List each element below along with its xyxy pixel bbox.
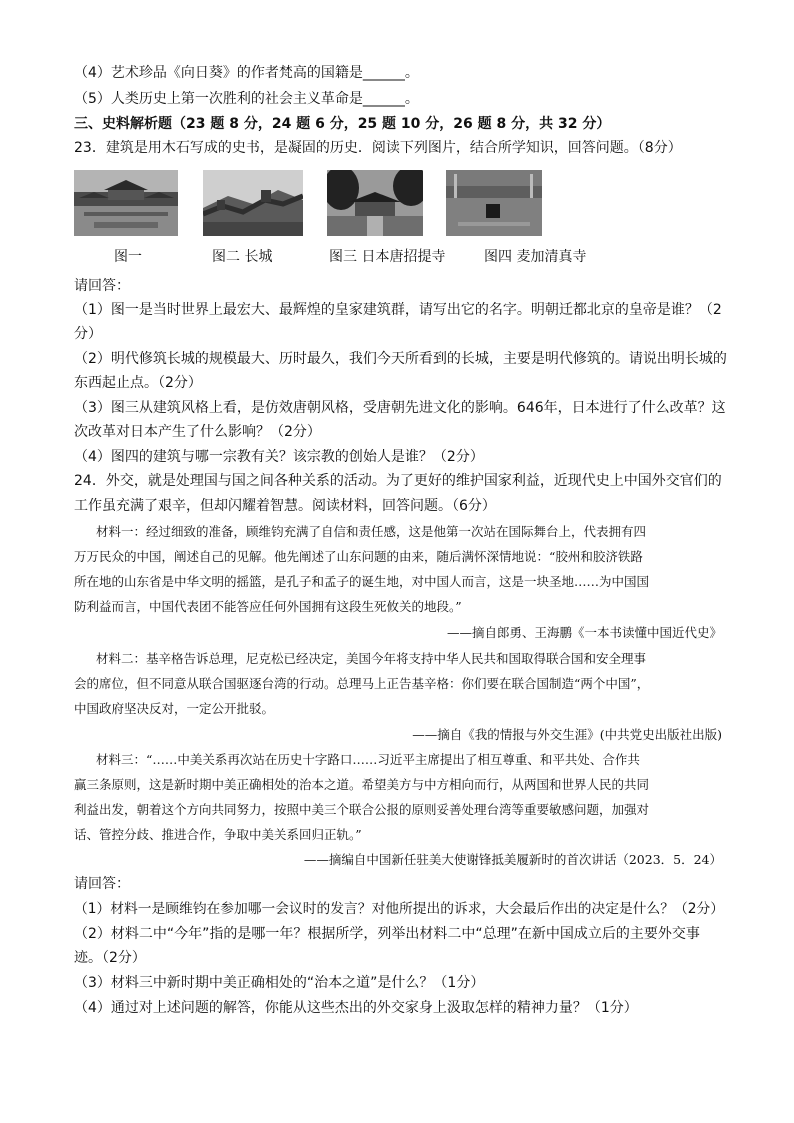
q23-sub1-line1: （1）图一是当时世界上最宏大、最辉煌的皇家建筑群，请写出它的名字。明朝迁都北京的皇帝是谁？（2 [74, 302, 722, 318]
q23-stem: 23．建筑是用木石写成的史书，是凝固的历史．阅读下列图片，结合所学知识，回答问题。（8分） [74, 140, 682, 156]
section-heading: 三、史料解析题（23 题 8 分，24 题 6 分，25 题 10 分，26 题 8 分，共 32 分） [74, 116, 611, 132]
q24-stem-line1: 24．外交，就是处理国与国之间各种关系的活动。为了更好的维护国家利益，近现代史上中国外交官们的 [74, 473, 722, 489]
material-3-line: 话、管控分歧、推进合作，争取中美关系回归正轨。” [74, 827, 362, 842]
figure-4-caption: 图四 麦加清真寺 [484, 249, 587, 265]
material-1-source: ——摘自郎勇、王海鹏《一本书读懂中国近代史》 [446, 625, 722, 640]
figure-2-caption: 图二 长城 [212, 249, 273, 265]
q24-stem-line2: 工作虽充满了艰辛，但却闪耀着智慧。阅读材料，回答问题。（6分） [74, 498, 496, 514]
material-2-source: ——摘自《我的情报与外交生涯》(中共党史出版社出版) [412, 727, 722, 742]
q24-sub3: （3）材料三中新时期中美正确相处的“治本之道”是什么？（1分） [74, 975, 485, 991]
material-1-line: 万万民众的中国，阐述自己的见解。他先阐述了山东问题的由来，随后满怀深情地说：“胶州和胶济铁路 [74, 549, 643, 564]
q23-sub3-line1: （3）图三从建筑风格上看，是仿效唐朝风格，受唐朝先进文化的影响。646年，日本进行了什么改革？这 [74, 400, 726, 416]
figure-1-image [74, 170, 178, 236]
material-2-line: 会的席位，但不同意从联合国驱逐台湾的行动。总理马上正告基辛格：你们要在联合国制造“两个中国”， [74, 676, 650, 691]
question-fill-5: （5）人类历史上第一次胜利的社会主义革命是______。 [74, 91, 419, 107]
q24-sub1: （1）材料一是顾维钧在参加哪一会议时的发言？对他所提出的诉求，大会最后作出的决定是什么？（2分） [74, 901, 724, 917]
q23-sub4: （4）图四的建筑与哪一宗教有关？该宗教的创始人是谁？（2分） [74, 449, 484, 465]
material-1-line: 所在地的山东省是中华文明的摇篮，是孔子和孟子的诞生地，对中国人而言，这是一块圣地……为中国国 [74, 574, 650, 589]
q23-sub1-line2: 分） [74, 326, 102, 342]
material-3-line: 材料三：“……中美关系再次站在历史十字路口……习近平主席提出了相互尊重、和平共处、合作共 [96, 752, 640, 767]
q23-sub2-line2: 东西起止点。（2分） [74, 375, 202, 391]
material-1-line: 防利益而言，中国代表团不能答应任何外国拥有这段生死攸关的地段。” [74, 599, 462, 614]
q23-sub2-line1: （2）明代修筑长城的规模最大、历时最久，我们今天所看到的长城，主要是明代修筑的。请说出明长城的 [74, 351, 727, 367]
material-1-line: 材料一：经过细致的准备，顾维钧充满了自信和责任感，这是他第一次站在国际舞台上，代表拥有四 [96, 524, 647, 539]
material-3-line: 利益出发，朝着这个方向共同努力，按照中美三个联合公报的原则妥善处理台湾等重要敏感问题，加强对 [74, 802, 650, 817]
question-fill-4: （4）艺术珍品《向日葵》的作者梵高的国籍是______。 [74, 65, 419, 81]
figure-3-caption: 图三 日本唐招提寺 [329, 249, 446, 265]
figure-2-image [203, 170, 303, 236]
q23-sub3-line2: 次改革对日本产生了什么影响？（2分） [74, 424, 321, 440]
figure-4-image [446, 170, 542, 236]
material-2-line: 材料二：基辛格告诉总理，尼克松已经决定，美国今年将支持中华人民共和国取得联合国和安全理事 [96, 651, 647, 666]
q24-sub4: （4）通过对上述问题的解答，你能从这些杰出的外交家身上汲取怎样的精神力量？（1分） [74, 1000, 638, 1016]
material-3-line: 赢三条原则，这是新时期中美正确相处的治本之道。希望美方与中方相向而行，从两国和世界人民的共同 [74, 777, 650, 792]
figure-1-caption: 图一 [114, 249, 142, 265]
q24-sub2-line1: （2）材料二中“今年”指的是哪一年？根据所学，列举出材料二中“总理”在新中国成立后的主要外交事 [74, 926, 700, 942]
material-3-source: ——摘编自中国新任驻美大使谢锋抵美履新时的首次讲话（2023．5．24） [303, 852, 722, 867]
q24-prompt: 请回答： [74, 876, 130, 892]
q24-sub2-line2: 迹。（2分） [74, 950, 146, 966]
figure-3-image [327, 170, 423, 236]
q23-prompt: 请回答： [74, 278, 130, 294]
material-2-line: 中国政府坚决反对，一定公开批驳。 [74, 701, 275, 716]
